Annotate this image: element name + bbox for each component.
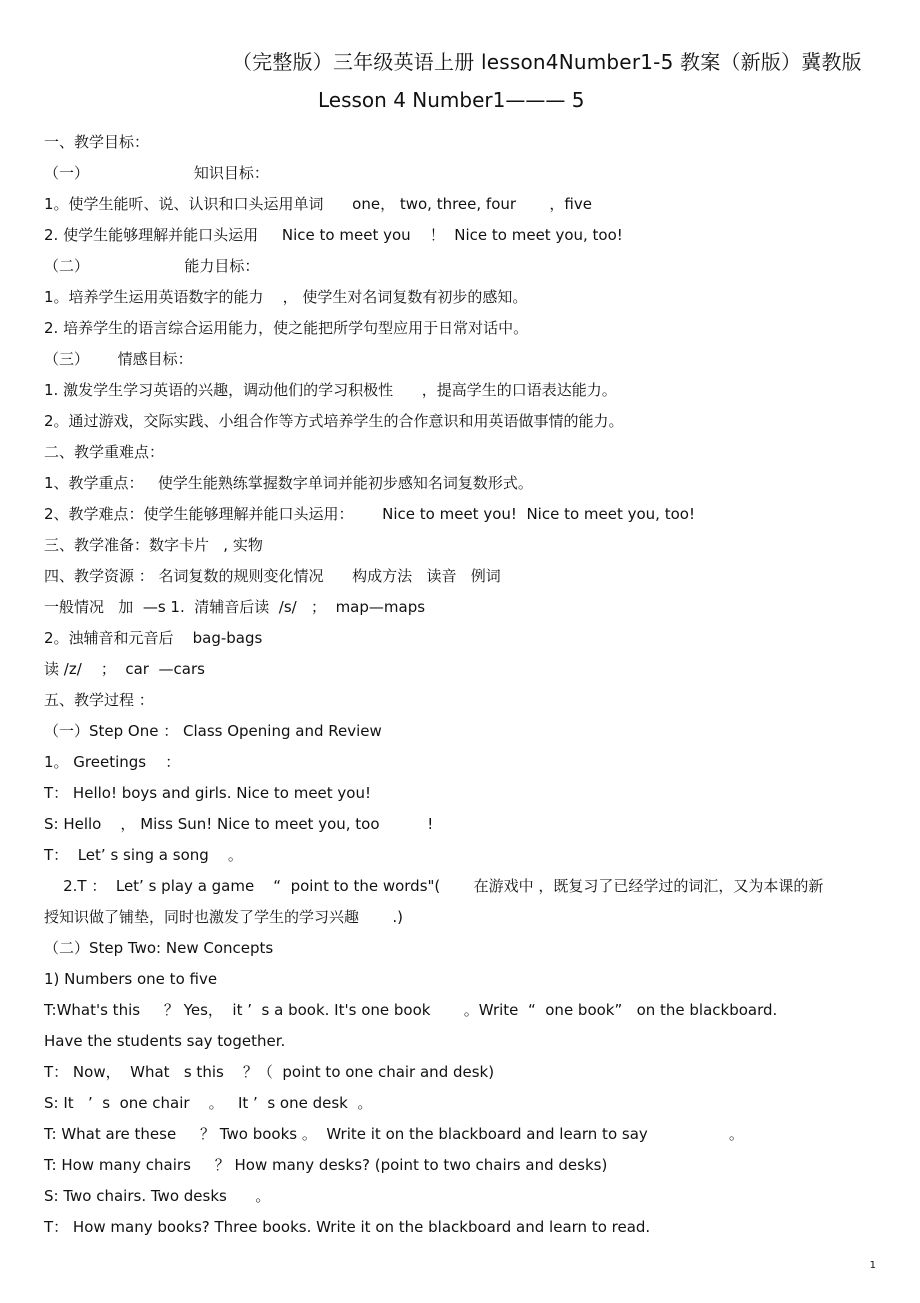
text-line: 读 /z/ ； car —cars	[44, 660, 205, 678]
text-line: T： Let’ s sing a song 。	[44, 846, 243, 864]
text-line: 1。培养学生运用英语数字的能力 ， 使学生对名词复数有初步的感知。	[44, 288, 528, 306]
text-line: S: Two chairs. Two desks 。	[44, 1187, 271, 1205]
text-line: 1。使学生能听、说、认识和口头运用单词 one， two, three, four ，five	[44, 195, 592, 213]
text-line: 2。浊辅音和元音后 bag-bags	[44, 629, 263, 647]
document-subtitle: Lesson 4 Number1——— 5	[318, 88, 585, 112]
text-line: 授知识做了铺垫，同时也激发了学生的学习兴趣 .)	[44, 908, 403, 926]
text-line: 五、教学过程 ：	[44, 691, 154, 709]
text-line: T: How many chairs ？ How many desks? (point to two chairs and desks)	[44, 1156, 608, 1174]
text-line: T： Now， What s this ？（ point to one chair and desk)	[44, 1063, 495, 1081]
text-line: 三、教学准备：数字卡片 , 实物	[44, 536, 263, 554]
text-line: Have the students say together.	[44, 1032, 286, 1050]
text-line: （二）Step Two: New Concepts	[44, 939, 274, 957]
text-line: T： How many books? Three books. Write it on the blackboard and learn to read.	[44, 1218, 651, 1236]
text-line: 1. 激发学生学习英语的兴趣，调动他们的学习积极性 ，提高学生的口语表达能力。	[44, 381, 617, 399]
text-line: T:What's this ？ Yes， it ’ s a book. It's one book 。Write “ one book” on the blackboard.	[44, 1001, 778, 1019]
text-line: 1。 Greetings ：	[44, 753, 181, 771]
text-line: 2. 使学生能够理解并能口头运用 Nice to meet you ！ Nice to meet you, too!	[44, 226, 623, 244]
text-line: T： Hello! boys and girls. Nice to meet you!	[44, 784, 372, 802]
text-line: 四、教学资源 ： 名词复数的规则变化情况 构成方法 读音 例词	[44, 567, 501, 585]
text-line: （三） 情感目标：	[44, 350, 193, 368]
text-line: 1) Numbers one to five	[44, 970, 218, 988]
document-title: （完整版）三年级英语上册 lesson4Number1-5 教案（新版）冀教版	[232, 50, 862, 74]
text-line: S: Hello ， Miss Sun! Nice to meet you, too !	[44, 815, 434, 833]
text-line: T: What are these ？ Two books 。 Write it on the blackboard and learn to say 。	[44, 1125, 744, 1143]
text-line: 一般情况 加 —s 1. 清辅音后读 /s/ ； map—maps	[44, 598, 426, 616]
text-line: 2、教学难点：使学生能够理解并能口头运用： Nice to meet you! Nice to meet you, too!	[44, 505, 695, 523]
text-line: S: It ’ s one chair 。 It ’ s one desk 。	[44, 1094, 373, 1112]
text-line: 一、教学目标：	[44, 133, 150, 151]
text-line: 二、教学重难点：	[44, 443, 165, 461]
page-number: 1	[869, 1260, 876, 1271]
text-line: （二） 能力目标：	[44, 257, 260, 275]
text-line: （一） 知识目标：	[44, 164, 269, 182]
text-line: 1、教学重点： 使学生能熟练掌握数字单词并能初步感知名词复数形式。	[44, 474, 533, 492]
text-line: 2。通过游戏，交际实践、小组合作等方式培养学生的合作意识和用英语做事情的能力。	[44, 412, 624, 430]
text-line: 2. 培养学生的语言综合运用能力，使之能把所学句型应用于日常对话中。	[44, 319, 529, 337]
text-line: 2.T ： Let’ s play a game “ point to the words"( 在游戏中 ，既复习了已经学过的词汇，又为本课的新	[44, 877, 824, 895]
text-line: （一）Step One ： Class Opening and Review	[44, 722, 382, 740]
